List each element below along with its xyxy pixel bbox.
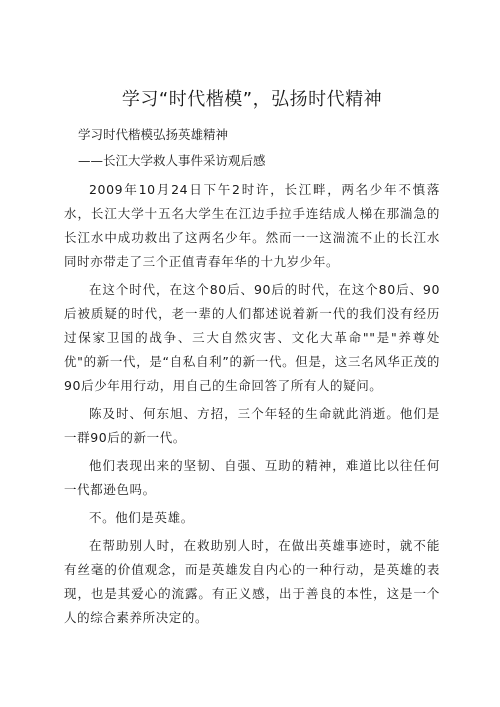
paragraph-3: 陈及时、何东旭、方招，三个年轻的生命就此消逝。他们是一群90后的新一代。 — [64, 406, 440, 445]
subtitle-line-1: 学习时代楷模弘扬英雄精神 — [78, 127, 229, 142]
paragraph-6: 在帮助别人时，在救助别人时，在做出英雄事迹时，就不能有丝毫的价值观念，而是英雄发自内心的一种行动，是英雄的表现，也是其爱心的流露。有正义感，出于善良的本性，这是一个人的综合素养所决定的。 — [64, 538, 440, 625]
subtitle-line-2: ——长江大学救人事件采访观后感 — [78, 153, 266, 168]
paragraph-2: 在这个时代，在这个80后、90后的时代，在这个80后、90后被质疑的时代，老一辈的人们都述说着新一代的我们没有经历过保家卫国的战争、三大自然灾害、文化大革命""是"养尊处优"的新一代，是“自私自利”的新一代。但是，这三名风华正茂的90后少年用行动，用自己的生命回答了所有人的疑问。 — [64, 282, 440, 393]
paragraph-5: 不。他们是英雄。 — [89, 510, 194, 525]
paragraph-1: 2009年10月24日下午2时许，长江畔，两名少年不慎落水，长江大学十五名大学生在江边手拉手连结成人梯在那湍急的长江水中成功救出了这两名少年。然而一一这湍流不止的长江水同时亦带走了三个正值青春年华的十九岁少年。 — [64, 182, 440, 269]
page-title: 学习“时代楷模”，弘扬时代精神 — [121, 89, 383, 110]
paragraph-4: 他们表现出来的坚韧、自强、互助的精神，难道比以往任何一代都逊色吗。 — [64, 458, 440, 497]
